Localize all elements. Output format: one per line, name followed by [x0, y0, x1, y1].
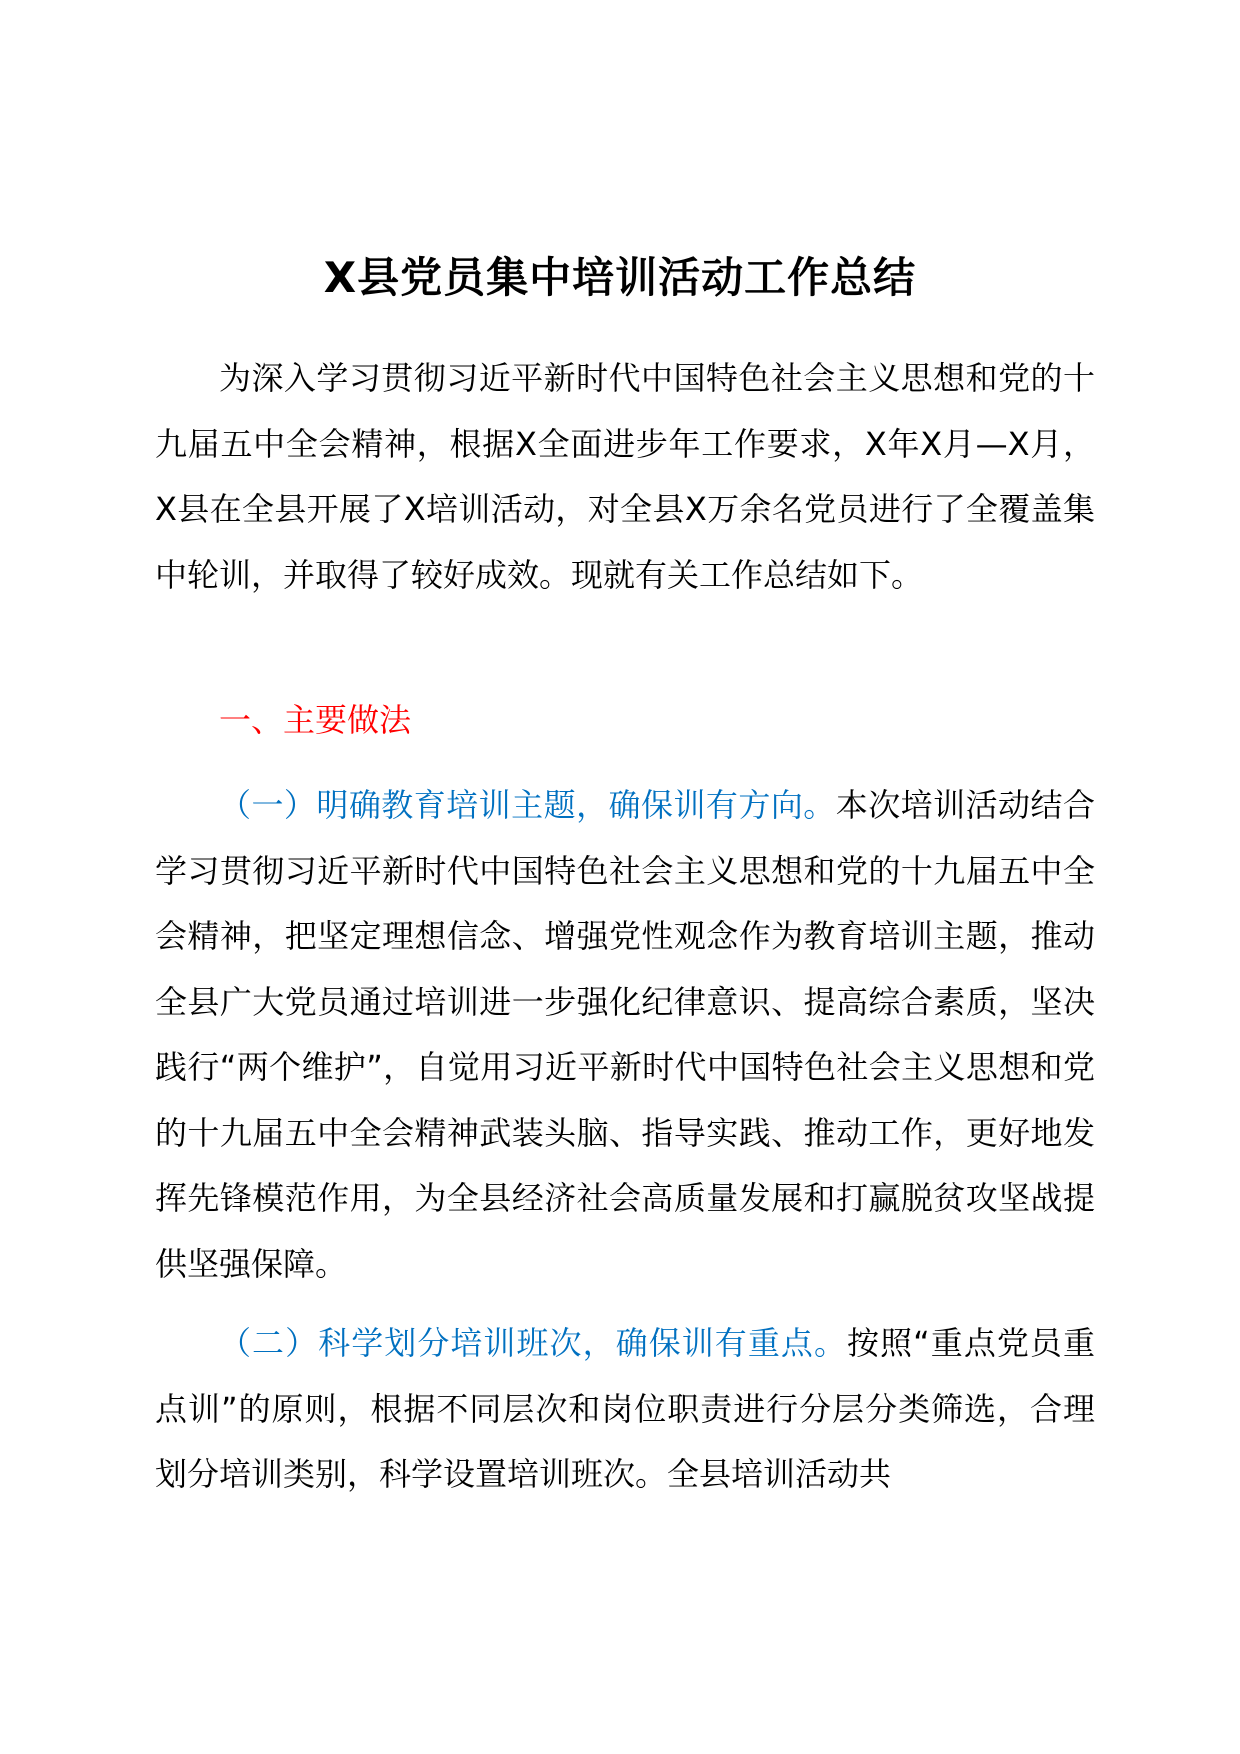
item-one-heading: （一）明确教育培训主题，确保训有方向。: [219, 786, 836, 824]
item-two-body: 按照“重点党员重点训”的原则，根据不同层次和岗位职责进行分层分类筛选，合理划分培训类别，科学设置培训班次。全县培训活动共: [155, 1324, 1095, 1493]
item-one-body: 本次培训活动结合学习贯彻习近平新时代中国特色社会主义思想和党的十九届五中全会精神，把坚定理想信念、增强党性观念作为教育培训主题，推动全县广大党员通过培训进一步强化纪律意识、提高综合素质，坚决践行“两个维护”，自觉用习近平新时代中国特色社会主义思想和党的十九届五中全会精神武装头脑、指导实践、推动工作，更好地发挥先锋模范作用，为全县经济社会高质量发展和打赢脱贫攻坚战提供坚强保障。: [155, 786, 1095, 1283]
document-title: X县党员集中培训活动工作总结: [323, 253, 917, 302]
intro-paragraph: 为深入学习贯彻习近平新时代中国特色社会主义思想和党的十九届五中全会精神，根据X全面进步年工作要求，X年X月—X月，X县在全县开展了X培训活动，对全县X万余名党员进行了全覆盖集中轮训，并取得了较好成效。现就有关工作总结如下。: [155, 359, 1095, 594]
section-heading-main-practices: 一、主要做法: [219, 701, 412, 739]
item-one-paragraph: [155, 773, 1095, 1297]
item-two-paragraph: [155, 1311, 1095, 1508]
item-two-heading: （二）科学划分培训班次，确保训有重点。: [219, 1324, 848, 1362]
